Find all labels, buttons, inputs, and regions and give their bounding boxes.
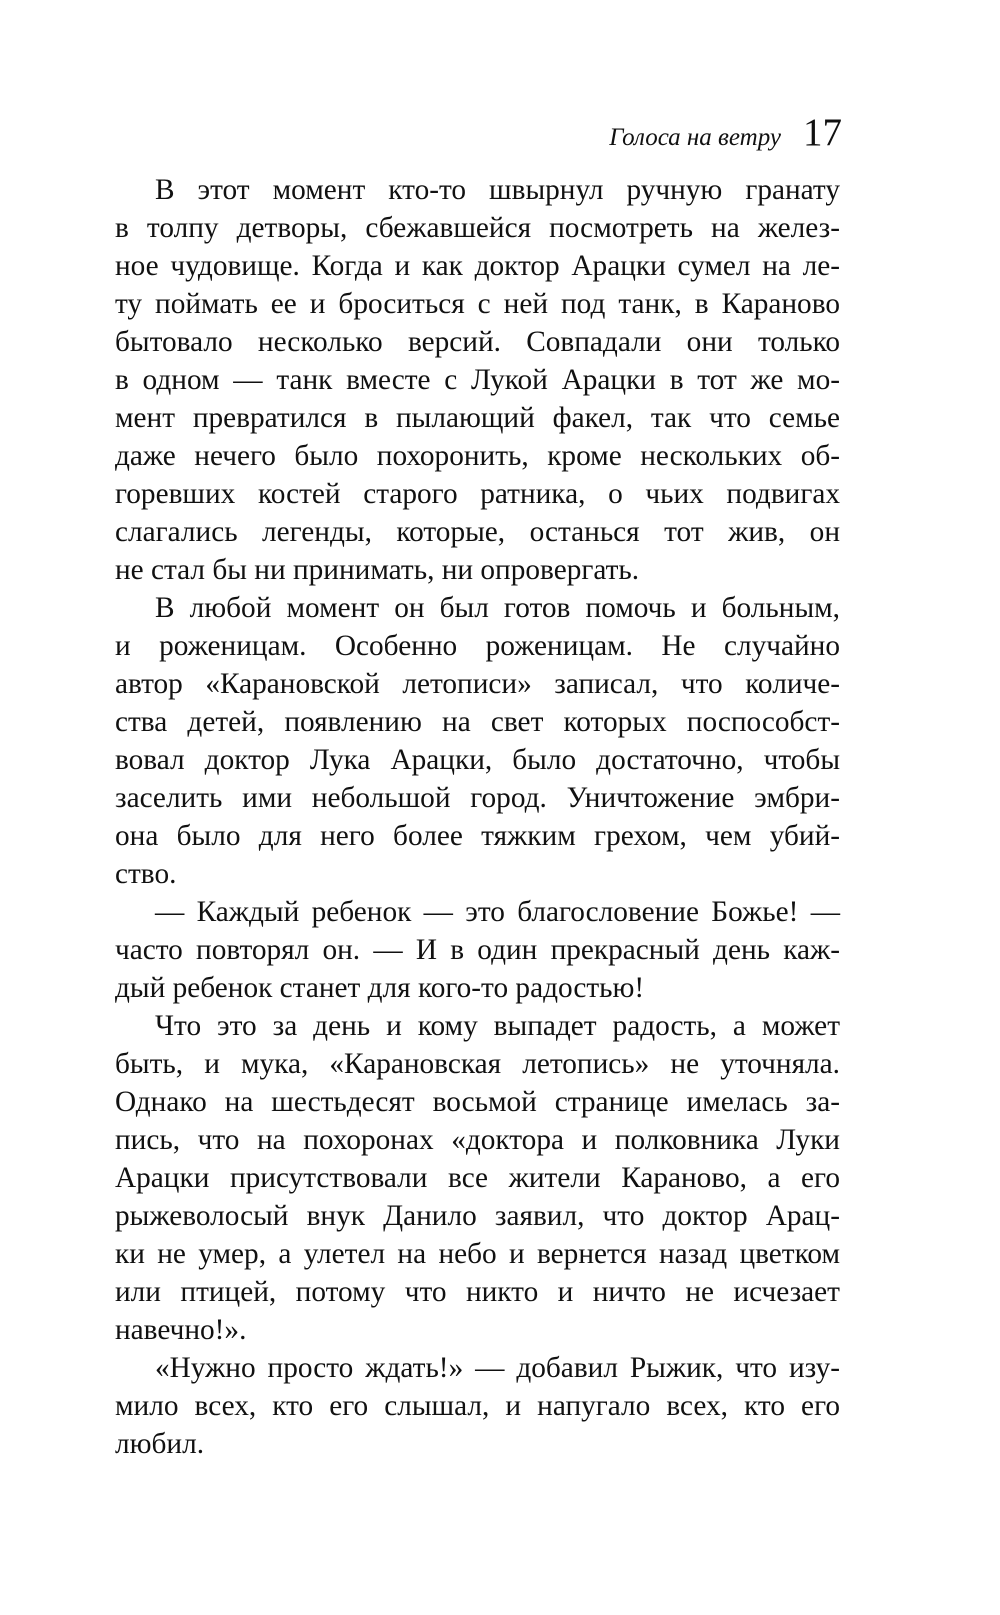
text-line: ту поймать ее и броситься с ней под танк, в Караново bbox=[115, 288, 840, 320]
text-line: В этот момент кто-то швырнул ручную гранату bbox=[155, 174, 840, 206]
text-line: Арацки присутствовали все жители Караново, а его bbox=[115, 1162, 840, 1194]
text-line: автор «Карановской летописи» записал, что количе- bbox=[115, 668, 840, 700]
text-line: часто повторял он. — И в один прекрасный день каж- bbox=[115, 934, 840, 966]
text-line: слагались легенды, которые, останься тот жив, он bbox=[115, 516, 840, 548]
text-line: — Каждый ребенок — это благословение Божье! — bbox=[155, 896, 840, 928]
text-line: ное чудовище. Когда и как доктор Арацки сумел на ле- bbox=[115, 250, 840, 282]
text-line: Однако на шестьдесят восьмой странице имелась за- bbox=[115, 1086, 840, 1118]
text-line: ки не умер, а улетел на небо и вернется назад цветком bbox=[115, 1238, 840, 1270]
text-line: ство. bbox=[115, 858, 177, 890]
text-line: мило всех, кто его слышал, и напугало всех, кто его bbox=[115, 1390, 840, 1422]
text-line: и роженицам. Особенно роженицам. Не случайно bbox=[115, 630, 840, 662]
text-line: ства детей, появлению на свет которых поспособст- bbox=[115, 706, 840, 738]
paragraph bbox=[115, 1349, 840, 1463]
text-line: В любой момент он был готов помочь и больным, bbox=[155, 592, 840, 624]
text-line: дый ребенок станет для кого-то радостью! bbox=[115, 972, 645, 1004]
running-header-title: Голоса на ветру bbox=[609, 124, 781, 151]
text-line: мент превратился в пылающий факел, так что семье bbox=[115, 402, 840, 434]
paragraph bbox=[115, 893, 840, 1007]
paragraph bbox=[115, 1007, 840, 1349]
text-line: даже нечего было похоронить, кроме нескольких об- bbox=[115, 440, 840, 472]
text-line: быть, и мука, «Карановская летопись» не уточняла. bbox=[115, 1048, 840, 1080]
text-line: вовал доктор Лука Арацки, было достаточно, чтобы bbox=[115, 744, 840, 776]
text-line: любил. bbox=[115, 1428, 205, 1460]
page-number: 17 bbox=[803, 111, 842, 154]
text-line: горевших костей старого ратника, о чьих подвигах bbox=[115, 478, 840, 510]
text-line: навечно!». bbox=[115, 1314, 247, 1346]
text-line: Что это за день и кому выпадет радость, а может bbox=[155, 1010, 840, 1042]
text-line: пись, что на похоронах «доктора и полковника Луки bbox=[115, 1124, 840, 1156]
text-line: не стал бы ни принимать, ни опровергать. bbox=[115, 554, 640, 586]
text-line: «Нужно просто ждать!» — добавил Рыжик, что изу- bbox=[155, 1352, 840, 1384]
text-line: заселить ими небольшой город. Уничтожение эмбри- bbox=[115, 782, 840, 814]
running-header bbox=[609, 110, 842, 155]
text-line: или птицей, потому что никто и ничто не исчезает bbox=[115, 1276, 840, 1308]
text-line: в толпу детворы, сбежавшейся посмотреть на желез- bbox=[115, 212, 840, 244]
text-line: бытовало несколько версий. Совпадали они только bbox=[115, 326, 840, 358]
paragraph bbox=[115, 171, 840, 589]
text-line: она было для него более тяжким грехом, чем убий- bbox=[115, 820, 840, 852]
text-line: в одном — танк вместе с Лукой Арацки в тот же мо- bbox=[115, 364, 840, 396]
text-line: рыжеволосый внук Данило заявил, что доктор Арац- bbox=[115, 1200, 840, 1232]
paragraph bbox=[115, 589, 840, 893]
body-text bbox=[115, 171, 840, 1463]
